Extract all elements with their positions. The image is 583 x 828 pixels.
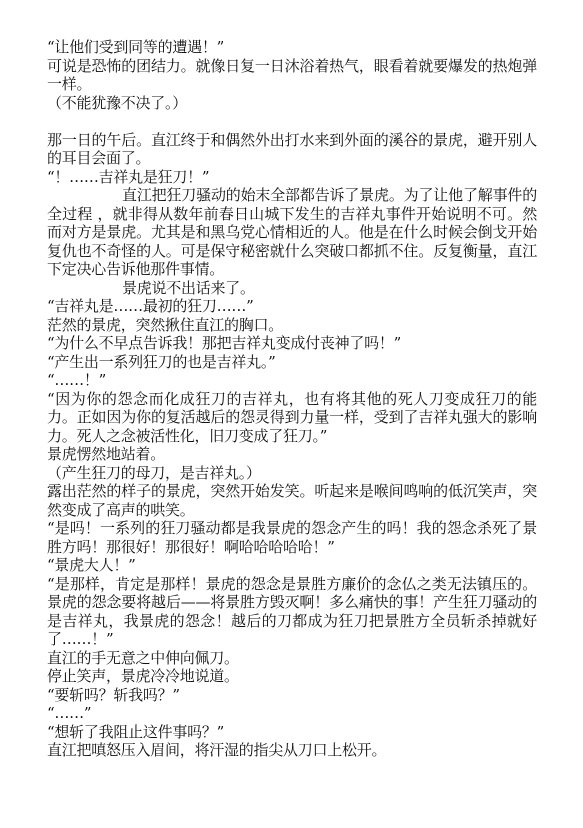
dialogue-line: “想斩了我阻止这件事吗？” xyxy=(47,722,225,741)
narration-paragraph: 直江把狂刀骚动的始末全部都告诉了景虎。为了让他了解事件的全过程 ，就非得从数年前春日山城下发生的吉祥丸事件开始说明不可。然而对方是景虎。尤其是和黑乌党心情相近的人。他是在什么时候会倒戈开始复仇也不奇怪的人。可是保守秘密就什么突破口都抓不住。反复衡量，直江下定决心告诉他那件事情。 xyxy=(47,186,537,278)
narration-paragraph: 直江把嗔怒压入眉间，将汗湿的指尖从刀口上松开。 xyxy=(47,741,387,759)
narration-paragraph: 景虎说不出话来了。 xyxy=(122,278,255,297)
dialogue-line: “因为你的怨念而化成狂刀的吉祥丸，也有将其他的死人刀变成狂刀的能力。正如因为你的复活越后的怨灵得到力量一样，受到了吉祥丸强大的影响力。死人之念被活性化，旧刀变成了狂刀。” xyxy=(47,389,537,445)
narration-paragraph: 景虎愣然地站着。 xyxy=(47,445,166,463)
narration-paragraph: 可说是恐怖的团结力。就像日复一日沐浴着热气，眼看着就要爆发的热炮弹一样。 xyxy=(47,56,537,93)
dialogue-line: “是那样，肯定是那样！景虎的怨念是景胜方廉价的念仏之类无法镇压的。景虎的怨念要将越后——将景胜方毁灭啊！多么痛快的事！产生狂刀骚动的是吉祥丸，我景虎的怨念！越后的刀都成为狂刀把景胜方全员斩杀掉就好了……！” xyxy=(47,574,537,648)
dialogue-line: “是吗！一系列的狂刀骚动都是我景虎的怨念产生的吗！我的怨念杀死了景胜方吗！那很好！那很好！啊哈哈哈哈哈！” xyxy=(47,519,537,556)
dialogue-line: “吉祥丸是……最初的狂刀……” xyxy=(47,297,254,315)
dialogue-line: “为什么不早点告诉我！那把吉祥丸变成付丧神了吗！” xyxy=(47,334,402,352)
dialogue-line: “要斩吗？斩我吗？” xyxy=(47,685,180,704)
dialogue-line: “！……吉祥丸是狂刀！” xyxy=(47,167,210,186)
novel-text-body xyxy=(47,38,537,760)
inner-thought-line: （不能犹豫不决了。） xyxy=(47,93,188,112)
narration-paragraph: 露出茫然的样子的景虎，突然开始发笑。听起来是喉间鸣响的低沉笑声，突然变成了高声的哄笑。 xyxy=(47,482,537,519)
section-break xyxy=(47,112,537,131)
narration-paragraph: 停止笑声，景虎冷冷地说道。 xyxy=(47,667,239,685)
inner-thought-line: （产生狂刀的母刀，是吉祥丸。） xyxy=(47,463,261,482)
dialogue-line: “景虎大人！” xyxy=(47,556,136,574)
dialogue-line: “让他们受到同等的遭遇！” xyxy=(47,38,225,56)
narration-paragraph: 茫然的景虎，突然揪住直江的胸口。 xyxy=(47,315,284,334)
narration-paragraph: 直江的手无意之中伸向佩刀。 xyxy=(47,648,239,667)
dialogue-line: “……” xyxy=(47,704,92,722)
narration-paragraph: 那一日的午后。直江终于和偶然外出打水来到外面的溪谷的景虎，避开别人的耳目会面了。 xyxy=(47,130,537,167)
dialogue-line: “产生出一系列狂刀的也是吉祥丸。” xyxy=(47,352,276,371)
dialogue-line: “……！” xyxy=(47,371,107,389)
